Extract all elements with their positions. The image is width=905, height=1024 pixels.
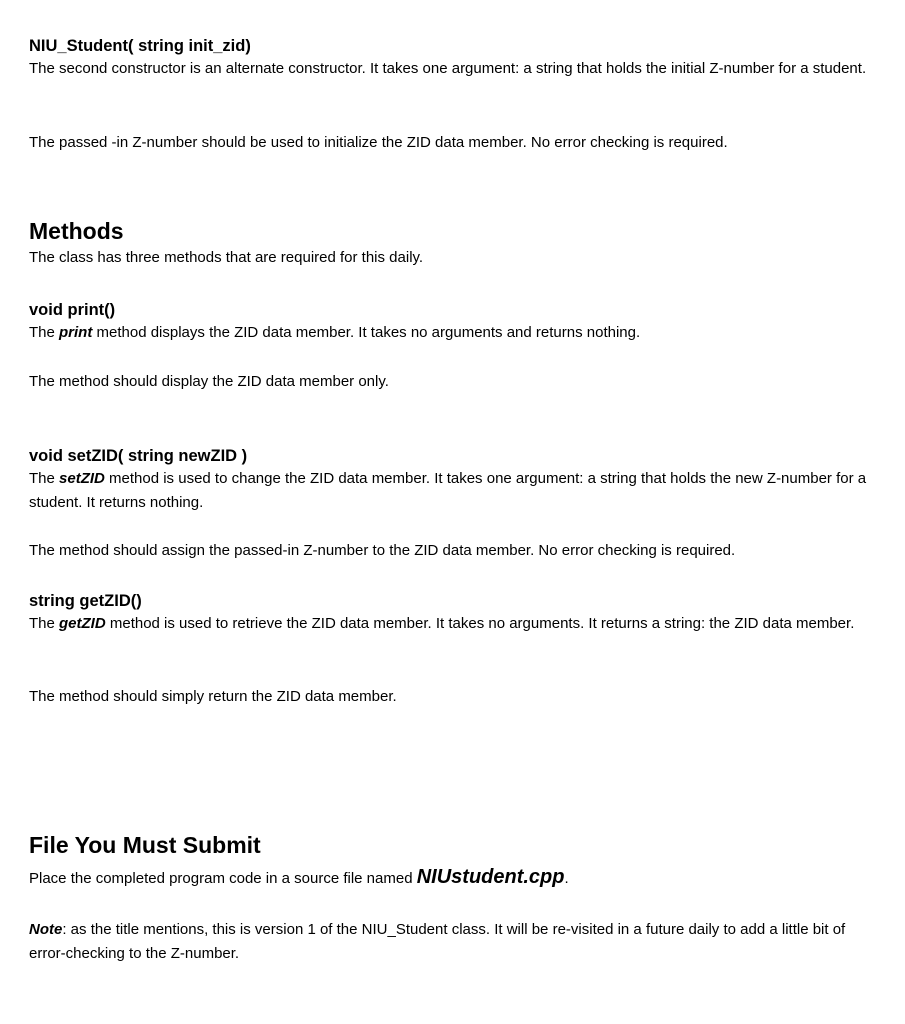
submit-text-prefix: Place the completed program code in a source file named [29,870,417,887]
setzid-desc-prefix: The [29,470,60,487]
submit-section [29,831,879,891]
getzid-method [29,591,879,636]
print-method [29,300,879,345]
submit-note [29,918,879,966]
setzid-desc-suffix: method is used to change the ZID data member. It takes one argument: a string that holds the new Z-number for a student. It returns nothing. [29,470,867,511]
getzid-method-name: getZID [59,615,106,632]
setzid-method-name: setZID [59,470,105,487]
print-note: The method should display the ZID data member only. [29,373,389,390]
submit-note-label: Note [29,921,63,938]
submit-instructions [29,865,879,891]
setzid-method [29,446,879,515]
getzid-note: The method should simply return the ZID data member. [29,688,397,705]
getzid-desc-prefix: The [29,615,60,632]
submit-filename: NIUstudent.cpp [416,866,565,888]
getzid-signature: string getZID() [29,592,142,610]
submit-heading: File You Must Submit [29,832,261,858]
print-desc-suffix: method displays the ZID data member. It takes no arguments and returns nothing. [92,324,641,341]
getzid-description [29,612,879,636]
constructor-section [29,36,879,81]
methods-section [29,217,879,270]
setzid-note-block [29,539,879,563]
submit-text-suffix: . [564,870,569,887]
methods-intro: The class has three methods that are required for this daily. [29,249,424,266]
setzid-signature: void setZID( string newZID ) [29,447,248,465]
methods-heading: Methods [29,218,124,244]
getzid-desc-suffix: method is used to retrieve the ZID data member. It takes no arguments. It returns a string: the ZID data member. [105,615,855,632]
print-description [29,321,879,345]
constructor-note-block [29,131,879,155]
submit-note-text: : as the title mentions, this is version 1 of the NIU_Student class. It will be re-visited in a future daily to add a little bit of error-checking to the Z-number. [29,921,846,962]
getzid-note-block [29,685,879,709]
setzid-note: The method should assign the passed-in Z-number to the ZID data member. No error checking is required. [29,542,736,559]
print-method-name: print [59,324,93,341]
constructor-note: The passed -in Z-number should be used to initialize the ZID data member. No error checking is required. [29,134,728,151]
constructor-description: The second constructor is an alternate constructor. It takes one argument: a string that holds the initial Z-number for a student. [29,60,867,77]
print-signature: void print() [29,301,116,319]
print-desc-prefix: The [29,324,60,341]
submit-note-block [29,918,879,966]
setzid-description [29,467,879,515]
constructor-signature: NIU_Student( string init_zid) [29,37,251,55]
print-note-block [29,370,879,394]
